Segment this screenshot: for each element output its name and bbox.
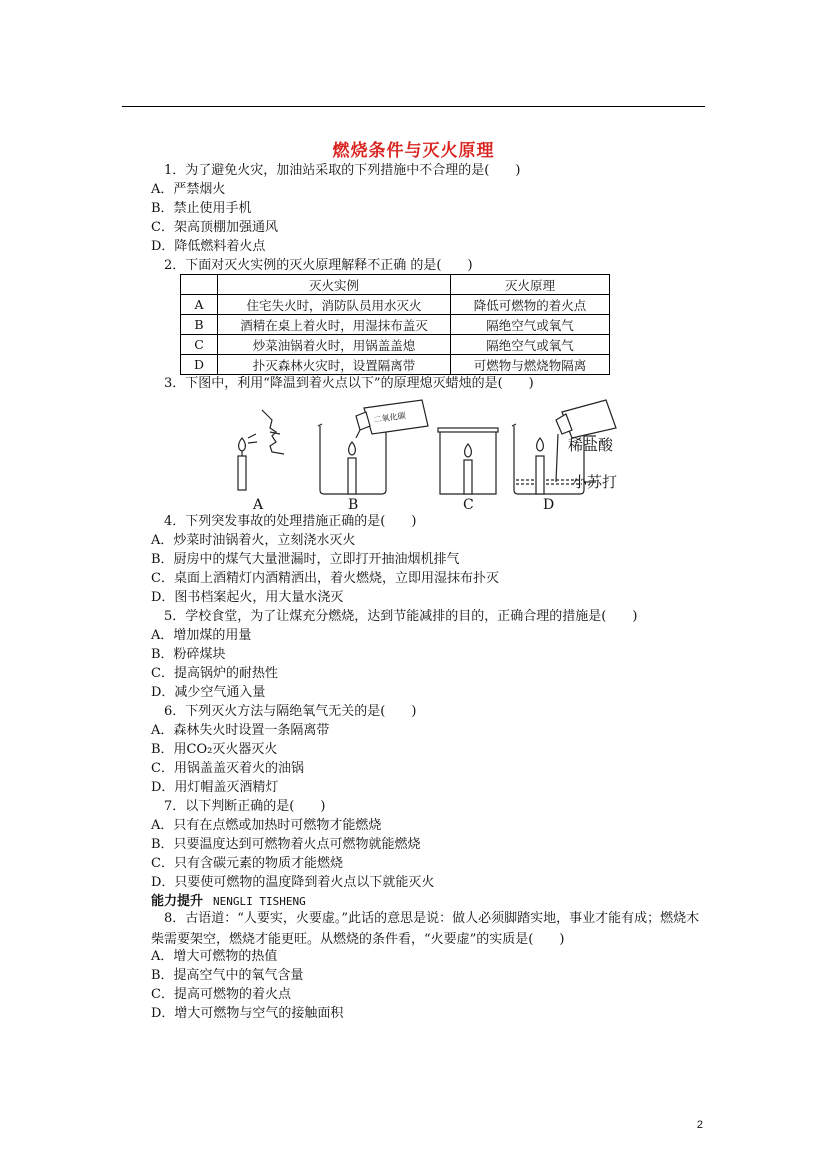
table-cell: 炒菜油锅着火时，用锅盖盖熄: [218, 335, 451, 355]
question-8-option-b: B．提高空气中的氧气含量: [151, 968, 304, 983]
question-7-stem: 7．以下判断正确的是( ): [164, 799, 326, 814]
question-5-option-c: C．提高锅炉的耐热性: [151, 666, 278, 681]
question-4-option-b: B．厨房中的煤气大量泄漏时，立即打开抽油烟机排气: [151, 552, 460, 567]
figure-a-face: [262, 410, 284, 454]
question-2-table: [180, 274, 610, 375]
question-8-option-d: D．增大可燃物与空气的接触面积: [151, 1006, 344, 1021]
question-2-stem: 2．下面对灭火实例的灭火原理解释不正确 的是( ): [164, 258, 473, 273]
question-1-stem: 1．为了避免火灾，加油站采取的下列措施中不合理的是( ): [164, 163, 521, 178]
table-header-cell: 灭火实例: [218, 275, 451, 295]
table-cell: 隔绝空气或氧气: [451, 315, 610, 335]
figure-d-acid-label: 稀盐酸: [568, 436, 614, 454]
question-6-option-d: D．用灯帽盖灭酒精灯: [151, 780, 279, 795]
question-5-option-d: D．减少空气通入量: [151, 685, 266, 700]
section-pinyin: NENGLI TISHENG: [213, 895, 306, 908]
table-cell: C: [181, 335, 218, 355]
section-title: 能力提升: [151, 894, 204, 909]
candle-figure: [232, 398, 622, 516]
header-rule: [122, 106, 705, 107]
figure-label-a: A: [253, 497, 264, 513]
question-1-option-c: C．架高顶棚加强通风: [151, 220, 278, 235]
question-6-option-b: B．用CO₂灭火器灭火: [151, 742, 278, 757]
table-cell: D: [181, 355, 218, 375]
question-5-option-b: B．粉碎煤块: [151, 647, 226, 662]
figure-c-glass: [438, 428, 498, 494]
figure-label-b: B: [348, 497, 359, 513]
figure-a-candle: [238, 434, 257, 490]
table-row: [181, 295, 610, 315]
table-cell: A: [181, 295, 218, 315]
table-header-cell: [181, 275, 218, 295]
question-4-option-c: C．桌面上酒精灯内酒精洒出，着火燃烧，立即用湿抹布扑灭: [151, 571, 499, 586]
table-cell: B: [181, 315, 218, 335]
question-7-option-b: B．只要温度达到可燃物着火点可燃物就能燃烧: [151, 837, 421, 852]
page-title: 燃烧条件与灭火原理: [332, 141, 495, 161]
question-1-option-a: A．严禁烟火: [151, 182, 226, 197]
table-row: [181, 315, 610, 335]
question-8-option-c: C．提高可燃物的着火点: [151, 987, 291, 1002]
figure-d-soda-label: 小苏打: [572, 473, 618, 491]
figure-b-bottle-label: 二氧化碳: [373, 411, 407, 425]
question-4-option-d: D．图书档案起火，用大量水浇灭: [151, 590, 344, 605]
table-cell: 扑灭森林火灾时，设置隔离带: [218, 355, 451, 375]
question-4-stem: 4．下列突发事故的处理措施正确的是( ): [164, 514, 417, 529]
question-3-stem: 3．下图中，利用“降温到着火点以下”的原理熄灭蜡烛的是( ): [164, 376, 534, 391]
question-6-option-c: C．用锅盖盖灭着火的油锅: [151, 761, 304, 776]
question-7-option-c: C．只有含碳元素的物质才能燃烧: [151, 856, 343, 871]
question-7-option-d: D．只要使可燃物的温度降到着火点以下就能灭火: [151, 875, 435, 890]
table-cell: 隔绝空气或氧气: [451, 335, 610, 355]
question-6-stem: 6．下列灭火方法与隔绝氧气无关的是( ): [164, 704, 417, 719]
question-8-stem: 8．古语道：“人要实，火要虚。”此话的意思是说：做人必须脚踏实地，事业才能有成；燃烧木柴需要架空，燃烧才能更旺。从燃烧的条件看，“火要虚”的实质是( ): [151, 911, 700, 947]
question-8-option-a: A．增大可燃物的热值: [151, 949, 278, 964]
question-7-option-a: A．只有在点燃或加热时可燃物才能燃烧: [151, 818, 382, 833]
question-6-option-a: A．森林失火时设置一条隔离带: [151, 723, 330, 738]
table-header-row: [181, 275, 610, 295]
question-5-stem: 5．学校食堂，为了让煤充分燃烧，达到节能减排的目的，正确合理的措施是( ): [164, 609, 638, 624]
question-1-option-d: D．降低燃料着火点: [151, 239, 266, 254]
table-cell: 可燃物与燃烧物隔离: [451, 355, 610, 375]
table-cell: 住宅失火时，消防队员用水灭火: [218, 295, 451, 315]
table-cell: 降低可燃物的着火点: [451, 295, 610, 315]
table-row: [181, 335, 610, 355]
figure-label-d: D: [543, 497, 555, 513]
question-1-option-b: B．禁止使用手机: [151, 201, 252, 216]
figure-b-candle: [348, 442, 356, 494]
figure-label-c: C: [463, 497, 474, 513]
question-4-option-a: A．炒菜时油锅着火，立刻浇水灭火: [151, 533, 356, 548]
table-cell: 酒精在桌上着火时，用湿抹布盖灭: [218, 315, 451, 335]
table-header-cell: 灭火原理: [451, 275, 610, 295]
question-5-option-a: A．增加煤的用量: [151, 628, 252, 643]
table-row: [181, 355, 610, 375]
page-number: 2: [696, 1119, 703, 1131]
